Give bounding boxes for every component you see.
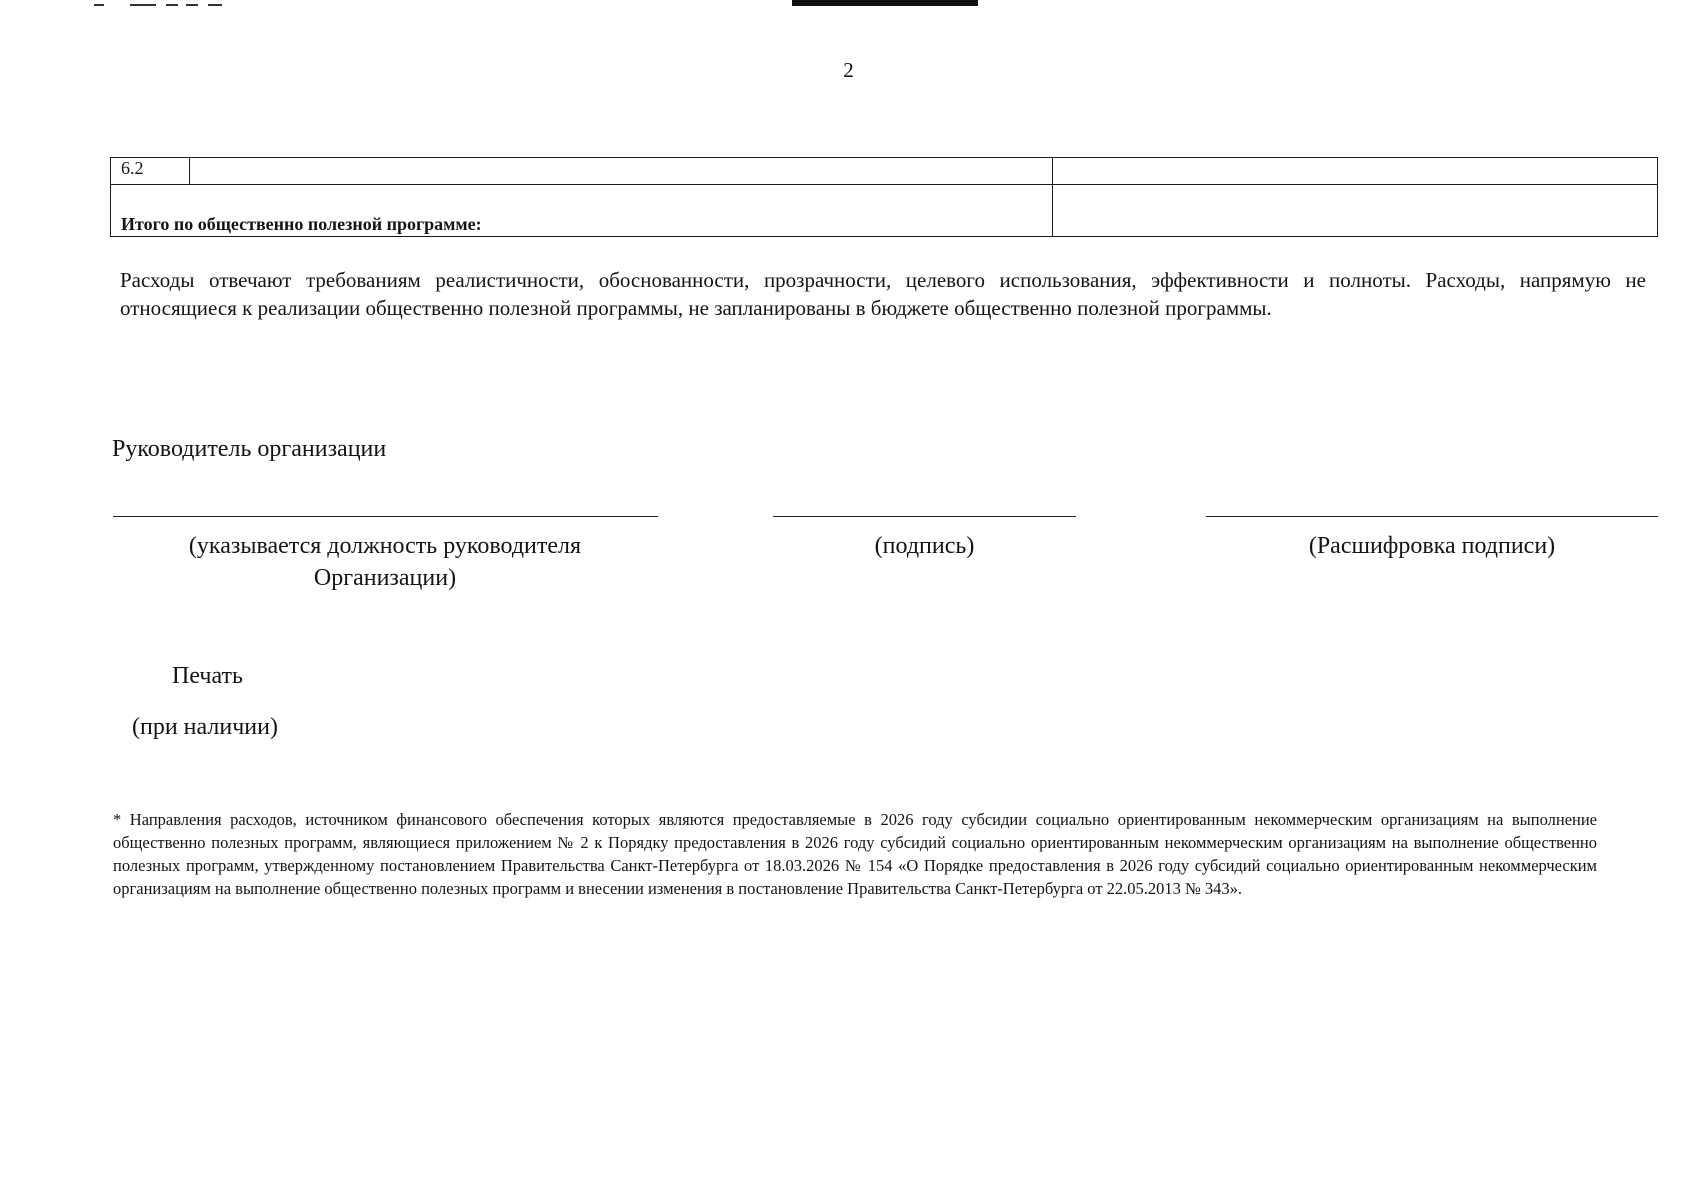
scan-dash (94, 4, 104, 6)
signature-caption: (подпись) (874, 533, 975, 559)
total-row (111, 185, 1658, 237)
table-row (111, 158, 1658, 185)
budget-table (110, 157, 1658, 237)
head-of-organization-label: Руководитель организации (112, 436, 387, 462)
row-number: 6.2 (111, 158, 190, 185)
scan-mark-top (792, 0, 978, 6)
page-number: 2 (843, 58, 854, 82)
empty-cell (1053, 158, 1658, 185)
scan-dash (166, 4, 178, 6)
position-caption-line: Организации) (313, 565, 457, 591)
scan-dash (208, 4, 222, 6)
position-line (113, 516, 658, 517)
transcript-line (1206, 516, 1658, 517)
expenses-statement: Расходы отвечают требованиям реалистичности, обоснованности, прозрачности, целевого использования, эффективности и полноты. Расходы, напрямую не относящиеся к реализации общественно полезной программы, не запланированы в бюджете общественно полезной программы. (120, 268, 1646, 320)
total-label: Итого по общественно полезной программе: (111, 185, 1053, 237)
stamp-label: Печать (172, 663, 243, 689)
footnote: * Направления расходов, источником финансового обеспечения которых являются предоставляемые в 2026 году субсидии социально ориентированным некоммерческим организациям на выполнение общественно полезных программ, являющиеся приложением № 2 к Порядку предоставления в 2026 году субсидий социально ориентированным некоммерческим организациям на выполнение общественно полезных программ, утвержденному постановлением Правительства Санкт-Петербурга от 18.03.2026 № 154 «О Порядке предоставления в 2026 году субсидий социально ориентированным некоммерческим организациям на выполнение общественно полезных программ и внесении изменения в постановление Правительства Санкт-Петербурга от 22.05.2013 № 343». (113, 810, 1597, 898)
stamp-note: (при наличии) (132, 714, 278, 740)
scan-dash (186, 4, 198, 6)
empty-cell (190, 158, 1053, 185)
signature-line (773, 516, 1076, 517)
position-caption (120, 530, 650, 594)
transcript-caption: (Расшифровка подписи) (1308, 533, 1556, 559)
position-caption-line: (указывается должность руководителя (188, 533, 582, 559)
scan-dash (130, 4, 156, 6)
total-value-cell (1053, 185, 1658, 237)
